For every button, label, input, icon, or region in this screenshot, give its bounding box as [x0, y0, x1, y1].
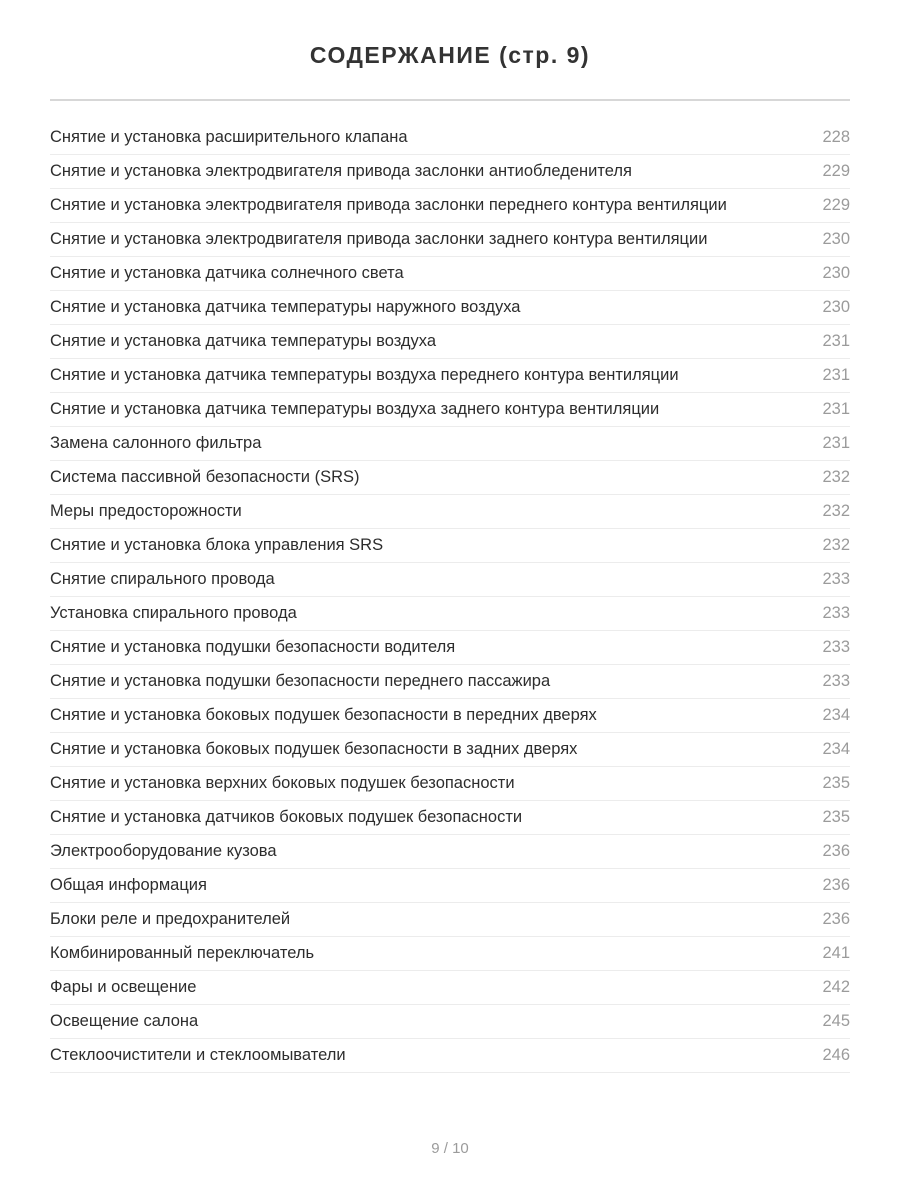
- toc-item-title: Снятие и установка подушки безопасности водителя: [50, 638, 456, 656]
- toc-item[interactable]: [50, 835, 850, 869]
- toc-item-title: Снятие и установка подушки безопасности переднего пассажира: [50, 672, 551, 690]
- toc-item-page-number: 231: [822, 332, 850, 350]
- toc-item-title: Снятие и установка боковых подушек безопасности в задних дверях: [50, 740, 578, 758]
- toc-item-page-number: 236: [822, 876, 850, 894]
- toc-item[interactable]: [50, 291, 850, 325]
- toc-item-title: Снятие и установка датчика температуры воздуха переднего контура вентиляции: [50, 366, 679, 384]
- toc-item[interactable]: [50, 733, 850, 767]
- toc-item[interactable]: [50, 903, 850, 937]
- toc-item-page-number: 245: [822, 1012, 850, 1030]
- toc-item-title: Снятие и установка датчика температуры воздуха заднего контура вентиляции: [50, 400, 660, 418]
- toc-item[interactable]: [50, 937, 850, 971]
- toc-item[interactable]: [50, 529, 850, 563]
- toc-item-page-number: 235: [822, 774, 850, 792]
- toc-item[interactable]: [50, 495, 850, 529]
- toc-item-page-number: 236: [822, 910, 850, 928]
- toc-item-title: Снятие и установка электродвигателя привода заслонки заднего контура вентиляции: [50, 230, 708, 248]
- toc-item[interactable]: [50, 597, 850, 631]
- toc-item-page-number: 232: [822, 468, 850, 486]
- toc-item-page-number: 233: [822, 570, 850, 588]
- toc-item-title: Снятие и установка верхних боковых подушек безопасности: [50, 774, 515, 792]
- toc-item[interactable]: [50, 1039, 850, 1073]
- toc-item[interactable]: [50, 223, 850, 257]
- toc-item[interactable]: [50, 359, 850, 393]
- toc-item-page-number: 241: [822, 944, 850, 962]
- toc-item[interactable]: [50, 427, 850, 461]
- toc-item-title: Снятие и установка датчика температуры наружного воздуха: [50, 298, 521, 316]
- toc-item-title: Освещение салона: [50, 1012, 199, 1030]
- toc-item-title: Снятие и установка датчиков боковых подушек безопасности: [50, 808, 523, 826]
- toc-item-title: Общая информация: [50, 876, 207, 894]
- toc-item-title: Установка спирального провода: [50, 604, 297, 622]
- toc-item-title: Стеклоочистители и стеклоомыватели: [50, 1046, 346, 1064]
- toc-item-page-number: 230: [822, 298, 850, 316]
- toc-item-page-number: 230: [822, 264, 850, 282]
- toc-item-page-number: 231: [822, 366, 850, 384]
- toc-item-page-number: 230: [822, 230, 850, 248]
- toc-item-title: Снятие и установка датчика солнечного света: [50, 264, 404, 282]
- toc-item-page-number: 232: [822, 536, 850, 554]
- toc-item-page-number: 231: [822, 400, 850, 418]
- toc-item[interactable]: [50, 189, 850, 223]
- toc-item[interactable]: [50, 971, 850, 1005]
- toc-item-page-number: 233: [822, 638, 850, 656]
- toc-item[interactable]: [50, 325, 850, 359]
- toc-item-page-number: 246: [822, 1046, 850, 1064]
- toc-item-page-number: 235: [822, 808, 850, 826]
- header-divider: [50, 99, 850, 101]
- toc-item[interactable]: [50, 801, 850, 835]
- toc-item-page-number: 229: [822, 196, 850, 214]
- toc-item-title: Фары и освещение: [50, 978, 197, 996]
- toc-item-title: Снятие и установка электродвигателя привода заслонки антиобледенителя: [50, 162, 632, 180]
- toc-item[interactable]: [50, 1005, 850, 1039]
- toc-item[interactable]: [50, 257, 850, 291]
- toc-item[interactable]: [50, 121, 850, 155]
- toc-item-title: Блоки реле и предохранителей: [50, 910, 291, 928]
- toc-item[interactable]: [50, 631, 850, 665]
- toc-item-title: Снятие спирального провода: [50, 570, 275, 588]
- toc-item-title: Система пассивной безопасности (SRS): [50, 468, 360, 486]
- toc-item[interactable]: [50, 699, 850, 733]
- toc-item-title: Комбинированный переключатель: [50, 944, 315, 962]
- toc-item-title: Снятие и установка боковых подушек безопасности в передних дверях: [50, 706, 597, 724]
- toc-item[interactable]: [50, 461, 850, 495]
- toc-item[interactable]: [50, 665, 850, 699]
- toc-item[interactable]: [50, 393, 850, 427]
- toc-item-page-number: 242: [822, 978, 850, 996]
- toc-item[interactable]: [50, 767, 850, 801]
- toc-item-title: Снятие и установка электродвигателя привода заслонки переднего контура вентиляции: [50, 196, 727, 214]
- page-indicator: 9 / 10: [431, 1140, 469, 1157]
- toc-item-page-number: 234: [822, 706, 850, 724]
- toc-item-page-number: 234: [822, 740, 850, 758]
- toc-item-title: Электрооборудование кузова: [50, 842, 277, 860]
- toc-item[interactable]: [50, 869, 850, 903]
- toc-item[interactable]: [50, 155, 850, 189]
- toc-item-page-number: 229: [822, 162, 850, 180]
- toc-item-title: Снятие и установка блока управления SRS: [50, 536, 384, 554]
- toc-item-title: Снятие и установка датчика температуры воздуха: [50, 332, 437, 350]
- toc-item-page-number: 233: [822, 604, 850, 622]
- toc-item[interactable]: [50, 563, 850, 597]
- page-title: СОДЕРЖАНИЕ (стр. 9): [309, 42, 591, 68]
- toc-item-page-number: 236: [822, 842, 850, 860]
- toc-item-page-number: 232: [822, 502, 850, 520]
- toc-item-page-number: 231: [822, 434, 850, 452]
- toc-item-title: Снятие и установка расширительного клапана: [50, 128, 408, 146]
- toc-list: [50, 121, 850, 1073]
- toc-item-title: Замена салонного фильтра: [50, 434, 262, 452]
- toc-item-page-number: 228: [822, 128, 850, 146]
- toc-item-page-number: 233: [822, 672, 850, 690]
- toc-item-title: Меры предосторожности: [50, 502, 242, 520]
